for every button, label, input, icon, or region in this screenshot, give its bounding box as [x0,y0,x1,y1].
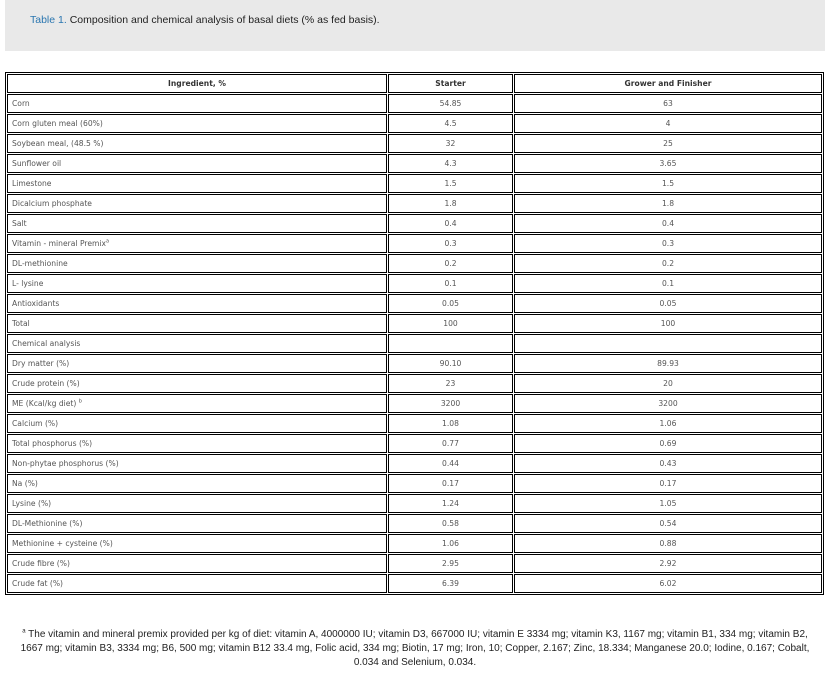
cell-ingredient [7,534,387,553]
cell-ingredient [7,574,387,593]
cell-grower-finisher: 20 [514,374,822,393]
cell-grower-finisher: 0.43 [514,454,822,473]
cell-ingredient [7,154,387,173]
ingredient-name: Crude fat (%) [12,579,64,588]
table-row [7,474,822,493]
cell-ingredient [7,194,387,213]
cell-grower-finisher: 1.06 [514,414,822,433]
cell-starter: 6.39 [388,574,513,593]
ingredient-name: Non-phytae phosphorus (%) [12,459,119,468]
table-row [7,314,822,333]
cell-starter: 1.08 [388,414,513,433]
cell-grower-finisher: 1.05 [514,494,822,513]
cell-starter: 0.44 [388,454,513,473]
ingredient-name: Corn [12,99,30,108]
cell-ingredient [7,454,387,473]
table-row [7,94,822,113]
cell-starter: 0.3 [388,234,513,253]
ingredient-name: Corn gluten meal (60%) [12,119,103,128]
table-row [7,254,822,273]
cell-starter: 1.24 [388,494,513,513]
table-row [7,434,822,453]
table-row [7,334,822,353]
table-row [7,214,822,233]
cell-starter: 90.10 [388,354,513,373]
header-starter: Starter [388,74,513,93]
cell-starter: 32 [388,134,513,153]
ingredient-name: Calcium (%) [12,419,59,428]
cell-grower-finisher: 6.02 [514,574,822,593]
cell-grower-finisher: 100 [514,314,822,333]
cell-ingredient [7,494,387,513]
cell-starter: 3200 [388,394,513,413]
ingredient-name: Chemical analysis [12,339,81,348]
ingredient-name: Crude protein (%) [12,379,80,388]
footnote-marker: a [22,628,26,635]
table-row [7,374,822,393]
cell-starter: 23 [388,374,513,393]
cell-starter: 4.3 [388,154,513,173]
ingredient-name: Lysine (%) [12,499,52,508]
cell-grower-finisher: 0.1 [514,274,822,293]
cell-starter: 2.95 [388,554,513,573]
cell-ingredient [7,294,387,313]
cell-ingredient [7,274,387,293]
cell-ingredient [7,394,387,413]
cell-starter: 54.85 [388,94,513,113]
cell-starter: 0.2 [388,254,513,273]
ingredient-name: Sunflower oil [12,159,62,168]
table-caption [30,14,380,26]
cell-grower-finisher: 0.69 [514,434,822,453]
cell-ingredient [7,254,387,273]
cell-grower-finisher: 89.93 [514,354,822,373]
ingredient-name: Total phosphorus (%) [12,439,93,448]
cell-grower-finisher [514,334,822,353]
ingredient-name: Methionine + cysteine (%) [12,539,113,548]
footnote-text: The vitamin and mineral premix provided per kg of diet: vitamin A, 4000000 IU; vitamin D3, 667000 IU; vitamin E 3334 mg; vitamin K3, 1167 mg; vitamin B1, 334 mg; vitamin B2, 1667 mg; vitamin B3, 3334 mg; B6, 500 mg; vitamin B12 33.4 mg, Folic acid, 334 mg; Biotin, 17 mg; Iron, 10; Copper, 2.167; Zinc, 18.334; Manganese 20.0; Iodine, 0.167; Cobalt, 0.034 and Selenium, 0.034. [20,629,810,668]
cell-grower-finisher: 0.54 [514,514,822,533]
cell-ingredient [7,434,387,453]
table-row [7,534,822,553]
table-row [7,454,822,473]
cell-grower-finisher: 1.8 [514,194,822,213]
header-ingredient: Ingredient, % [7,74,387,93]
cell-ingredient [7,354,387,373]
cell-ingredient [7,114,387,133]
ingredient-name: Na (%) [12,479,38,488]
ingredient-name: L- lysine [12,279,44,288]
ingredient-name: Dicalcium phosphate [12,199,92,208]
cell-grower-finisher: 25 [514,134,822,153]
ingredient-name: Vitamin - mineral Premix [12,239,107,248]
cell-grower-finisher: 1.5 [514,174,822,193]
ingredient-name: Total [12,319,30,328]
table-row [7,234,822,253]
cell-starter: 1.8 [388,194,513,213]
ingredient-name: Dry matter (%) [12,359,70,368]
cell-grower-finisher: 0.3 [514,234,822,253]
table-row [7,394,822,413]
table-row [7,354,822,373]
cell-ingredient [7,334,387,353]
table-row [7,514,822,533]
cell-starter: 100 [388,314,513,333]
cell-starter: 0.77 [388,434,513,453]
cell-starter [388,334,513,353]
cell-ingredient [7,414,387,433]
cell-grower-finisher: 0.4 [514,214,822,233]
table-row [7,194,822,213]
cell-grower-finisher: 0.88 [514,534,822,553]
cell-starter: 0.17 [388,474,513,493]
cell-ingredient [7,554,387,573]
cell-ingredient [7,474,387,493]
cell-ingredient [7,374,387,393]
cell-grower-finisher: 2.92 [514,554,822,573]
ingredient-name: DL-Methionine (%) [12,519,83,528]
table-row [7,414,822,433]
cell-starter: 0.1 [388,274,513,293]
cell-grower-finisher: 0.05 [514,294,822,313]
cell-starter: 0.4 [388,214,513,233]
table-row [7,174,822,193]
header-grower-finisher: Grower and Finisher [514,74,822,93]
cell-grower-finisher: 0.17 [514,474,822,493]
table-label: Table 1. [30,14,67,26]
ingredient-name: Salt [12,219,27,228]
cell-ingredient [7,174,387,193]
cell-starter: 1.06 [388,534,513,553]
table-caption-box [5,0,825,51]
cell-starter: 1.5 [388,174,513,193]
table-row [7,554,822,573]
table-row [7,134,822,153]
cell-ingredient [7,234,387,253]
table-row [7,114,822,133]
ingredient-name: ME (Kcal/kg diet) [12,399,79,408]
table-row [7,494,822,513]
ingredient-name: Limestone [12,179,52,188]
cell-grower-finisher: 3200 [514,394,822,413]
table-row [7,274,822,293]
caption-text: Composition and chemical analysis of basal diets (% as fed basis). [66,14,380,26]
table-row [7,154,822,173]
cell-ingredient [7,314,387,333]
cell-grower-finisher: 63 [514,94,822,113]
cell-grower-finisher: 4 [514,114,822,133]
table-footnote [10,628,820,670]
cell-starter: 0.05 [388,294,513,313]
table-body [7,94,822,593]
table-row [7,574,822,593]
cell-ingredient [7,214,387,233]
ingredient-name: DL-methionine [12,259,68,268]
cell-grower-finisher: 3.65 [514,154,822,173]
footnote-reference: a [106,238,110,245]
table-row [7,294,822,313]
cell-ingredient [7,134,387,153]
ingredient-name: Antioxidants [12,299,60,308]
cell-grower-finisher: 0.2 [514,254,822,273]
ingredient-name: Crude fibre (%) [12,559,70,568]
diet-composition-table [5,72,824,595]
ingredient-name: Soybean meal, (48.5 %) [12,139,104,148]
cell-starter: 4.5 [388,114,513,133]
cell-starter: 0.58 [388,514,513,533]
cell-ingredient [7,514,387,533]
cell-ingredient [7,94,387,113]
footnote-reference: b [78,398,82,405]
table-header-row [7,74,822,93]
